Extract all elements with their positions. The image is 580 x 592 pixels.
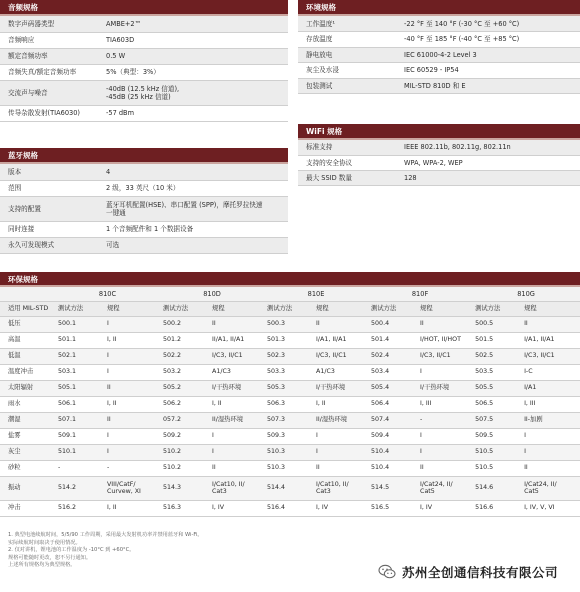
test-method: 505.1 [55, 380, 104, 396]
test-method: 500.4 [368, 316, 417, 332]
test-procedure: I [521, 444, 580, 460]
test-method: 500.2 [160, 316, 209, 332]
test-procedure: - [104, 460, 160, 476]
test-method: 505.3 [264, 380, 313, 396]
spec-row: 音频失真/额定音频功率 5%（典型：3%） [0, 64, 288, 80]
test-procedure: I [104, 444, 160, 460]
standard-810g: 810G [472, 287, 580, 301]
spec-row: 灰尘及水浸 IEC 60529 - IP54 [298, 63, 580, 79]
wifi-spec-table [298, 140, 580, 186]
mil-std-row [0, 500, 580, 516]
mil-std-row [0, 316, 580, 332]
test-procedure: I/C3, II/C1 [209, 348, 264, 364]
test-method: 510.2 [160, 444, 209, 460]
test-method: 501.1 [55, 332, 104, 348]
bluetooth-spec-title: 蓝牙规格 [0, 148, 288, 164]
test-method: 506.4 [368, 396, 417, 412]
test-method: 510.4 [368, 460, 417, 476]
watermark [378, 563, 558, 581]
test-procedure: I [104, 428, 160, 444]
test-procedure: I, IV [417, 500, 472, 516]
watermark-text: 苏州全创通信科技有限公司 [401, 565, 558, 580]
test-method: 507.5 [472, 412, 521, 428]
test-category: 砂粒 [0, 460, 55, 476]
mil-std-row [0, 444, 580, 460]
spec-row: 工作温度¹ -22 °F 至 140 °F (-30 °C 至 +60 °C) [298, 16, 580, 32]
spec-row: 静电放电 IEC 61000-4-2 Level 3 [298, 47, 580, 63]
footnote-line: 规格可能随时更改，恕不另行通知。 [8, 554, 92, 561]
environment-spec-title: 环境规格 [298, 0, 580, 16]
test-procedure: I/A1, II/A1 [313, 332, 368, 348]
test-procedure: I/C3, II/C1 [521, 348, 580, 364]
test-method: 502.2 [160, 348, 209, 364]
test-procedure: I [521, 428, 580, 444]
test-method: 500.5 [472, 316, 521, 332]
test-procedure: II [104, 380, 160, 396]
test-procedure: II [521, 316, 580, 332]
test-procedure: I [417, 428, 472, 444]
test-category: 高温 [0, 332, 55, 348]
test-procedure: I/Cat10, II/ Cat3 [209, 476, 264, 500]
test-procedure: I/干热环境 [313, 380, 368, 396]
test-procedure: I/干热环境 [417, 380, 472, 396]
mil-std-row [0, 412, 580, 428]
spec-row: 最大 SSID 数量 128 [298, 170, 580, 185]
test-procedure: I [209, 428, 264, 444]
test-method: 505.5 [472, 380, 521, 396]
test-method: 502.4 [368, 348, 417, 364]
test-procedure: I/A1 [521, 380, 580, 396]
test-method: 503.3 [264, 364, 313, 380]
bluetooth-spec-table [0, 164, 288, 254]
test-method: 514.5 [368, 476, 417, 500]
test-method: 502.5 [472, 348, 521, 364]
test-method: 509.3 [264, 428, 313, 444]
spec-row: 支持的配置 蓝牙耳机配置(HSE)、串口配置 (SPP)，摩托罗拉快速 一键通 [0, 196, 288, 221]
test-procedure: II [313, 316, 368, 332]
test-method: 516.2 [55, 500, 104, 516]
test-procedure: I, IV, V, VI [521, 500, 580, 516]
test-procedure: I, II [104, 332, 160, 348]
test-method: 501.2 [160, 332, 209, 348]
test-procedure: II-加剧 [521, 412, 580, 428]
test-procedure: I [313, 428, 368, 444]
test-method: 509.2 [160, 428, 209, 444]
test-procedure: I/干热环境 [209, 380, 264, 396]
standard-810f: 810F [368, 287, 472, 301]
environmental-standards-panel [0, 272, 580, 517]
test-procedure: I, II [209, 396, 264, 412]
spec-row: 包装测试 MIL-STD 810D 和 E [298, 78, 580, 94]
test-procedure: II [104, 412, 160, 428]
test-category: 低温 [0, 348, 55, 364]
spec-row: 范围 2 级，33 英尺（10 米） [0, 180, 288, 196]
test-method: 503.5 [472, 364, 521, 380]
test-procedure: II [313, 460, 368, 476]
mil-std-row [0, 476, 580, 500]
test-method: 500.3 [264, 316, 313, 332]
test-category: 冲击 [0, 500, 55, 516]
mil-std-row [0, 364, 580, 380]
test-procedure: I, II [104, 500, 160, 516]
spec-row: 存放温度 -40 °F 至 185 °F (-40 °C 至 +85 °C) [298, 32, 580, 48]
test-method: 516.5 [368, 500, 417, 516]
environmental-standards-title: 环保规格 [0, 272, 580, 287]
test-procedure: I, III [417, 396, 472, 412]
test-method: 510.3 [264, 460, 313, 476]
test-method: 502.1 [55, 348, 104, 364]
test-procedure: I [417, 364, 472, 380]
test-method: 500.1 [55, 316, 104, 332]
mil-std-row [0, 348, 580, 364]
test-procedure: I, II [313, 396, 368, 412]
test-method: 514.2 [55, 476, 104, 500]
test-method: 510.3 [264, 444, 313, 460]
test-category: 温度冲击 [0, 364, 55, 380]
spec-row: 版本 4 [0, 164, 288, 180]
mil-std-row [0, 460, 580, 476]
test-method: 503.2 [160, 364, 209, 380]
test-method: 501.3 [264, 332, 313, 348]
spec-row: 标准支持 IEEE 802.11b, 802.11g, 802.11n [298, 140, 580, 155]
test-procedure: I/A1, II/A1 [521, 332, 580, 348]
test-method: 509.5 [472, 428, 521, 444]
test-method: 501.4 [368, 332, 417, 348]
mil-std-row [0, 428, 580, 444]
test-method: 516.6 [472, 500, 521, 516]
test-method: 510.5 [472, 460, 521, 476]
footnote-line: 2. 仅对讲机，锂电池的工作温度为 -10°C 到 +60°C。 [8, 547, 135, 553]
test-category: 太阳辐射 [0, 380, 55, 396]
test-method: 510.5 [472, 444, 521, 460]
test-category: 灰尘 [0, 444, 55, 460]
test-method: 501.5 [472, 332, 521, 348]
test-procedure: I [104, 348, 160, 364]
test-method: 510.1 [55, 444, 104, 460]
test-method: 509.1 [55, 428, 104, 444]
test-method: 514.4 [264, 476, 313, 500]
audio-spec-title: 音频规格 [0, 0, 288, 16]
test-method: - [55, 460, 104, 476]
standard-810d: 810D [160, 287, 264, 301]
footnote-line: 上述所有规格均为典型规格。 [8, 562, 76, 568]
test-method: 505.4 [368, 380, 417, 396]
test-procedure: I, II [104, 396, 160, 412]
test-method: 506.1 [55, 396, 104, 412]
test-procedure: I [313, 444, 368, 460]
standard-810c: 810C [55, 287, 160, 301]
spec-row: 数字声码器类型 AMBE+2™ [0, 16, 288, 32]
test-method: 505.2 [160, 380, 209, 396]
test-procedure: I/Cat10, II/ Cat3 [313, 476, 368, 500]
audio-spec-panel [0, 0, 288, 122]
test-procedure: - [417, 412, 472, 428]
mil-std-row [0, 332, 580, 348]
test-procedure: II/湿热环境 [313, 412, 368, 428]
test-procedure: II [209, 460, 264, 476]
test-method: 510.4 [368, 444, 417, 460]
test-procedure: I [104, 364, 160, 380]
footnotes [8, 532, 368, 570]
test-procedure: I/C3, II/C1 [417, 348, 472, 364]
test-method: 514.6 [472, 476, 521, 500]
test-method: 507.1 [55, 412, 104, 428]
test-method: 516.3 [160, 500, 209, 516]
spec-row: 支持的安全协议 WPA, WPA-2, WEP [298, 155, 580, 170]
test-procedure: I [417, 444, 472, 460]
test-procedure: II [521, 460, 580, 476]
test-procedure: II [209, 316, 264, 332]
test-method: 502.3 [264, 348, 313, 364]
test-method: 503.1 [55, 364, 104, 380]
test-procedure: I/Cat24, II/ Cat5 [521, 476, 580, 500]
wechat-icon [378, 564, 396, 580]
test-procedure: II/A1, II/A1 [209, 332, 264, 348]
test-category: 雨水 [0, 396, 55, 412]
test-procedure: II [417, 316, 472, 332]
test-procedure: I, IV [313, 500, 368, 516]
subheader-row: 适用 MIL-STD 测试方法 规程 测试方法 规程 测试方法 规程 测试方法 规程 测试方法 规程 [0, 301, 580, 316]
audio-spec-table [0, 16, 288, 122]
test-method: 514.3 [160, 476, 209, 500]
wifi-spec-panel [298, 124, 580, 186]
test-procedure: A1/C3 [209, 364, 264, 380]
test-procedure: I, IV [209, 500, 264, 516]
test-category: 潮湿 [0, 412, 55, 428]
test-procedure: I/HOT, II/HOT [417, 332, 472, 348]
test-method: 516.4 [264, 500, 313, 516]
test-procedure: I/C3, II/C1 [313, 348, 368, 364]
environment-spec-table [298, 16, 580, 94]
mil-std-row [0, 380, 580, 396]
test-method: 503.4 [368, 364, 417, 380]
test-procedure: I, III [521, 396, 580, 412]
spec-row: 同时连接 1 个音频配件和 1 个数据设备 [0, 221, 288, 237]
standard-810e: 810E [264, 287, 368, 301]
wifi-spec-title: WiFi 规格 [298, 124, 580, 140]
test-category: 低压 [0, 316, 55, 332]
mil-std-table [0, 287, 580, 517]
mil-std-row [0, 396, 580, 412]
bluetooth-spec-panel [0, 148, 288, 254]
test-category: 盐雾 [0, 428, 55, 444]
test-method: 057.2 [160, 412, 209, 428]
test-procedure: I-C [521, 364, 580, 380]
spec-row: 传导杂散发射(TIA6030) -57 dBm [0, 105, 288, 121]
spec-row: 交流声与噪音 -40dB (12.5 kHz 信道), -45dB (25 kHz 信道) [0, 80, 288, 105]
test-category: 振动 [0, 476, 55, 500]
test-method: 506.5 [472, 396, 521, 412]
footnote-line: 1. 典型电池续航时间，5/5/90 工作周期，采用最大发射机功率并禁用蓝牙和 Wi-Fi。 [8, 532, 203, 538]
test-procedure: II/湿热环境 [209, 412, 264, 428]
test-procedure: I [209, 444, 264, 460]
test-procedure: II [417, 460, 472, 476]
spec-row: 额定音频功率 0.5 W [0, 48, 288, 64]
test-method: 506.2 [160, 396, 209, 412]
spec-row: 音频响应 TIA603D [0, 32, 288, 48]
footnote-line: 实际续航时间取决于使用情况。 [8, 539, 81, 546]
test-procedure: VIII/CatF/ Curvew, XI [104, 476, 160, 500]
environment-spec-panel [298, 0, 580, 94]
test-method: 507.3 [264, 412, 313, 428]
test-method: 509.4 [368, 428, 417, 444]
test-method: 506.3 [264, 396, 313, 412]
test-procedure: I/Cat24, II/ Cat5 [417, 476, 472, 500]
standards-header-row [0, 287, 580, 301]
spec-row: 永久可发现模式 可选 [0, 237, 288, 253]
test-method: 507.4 [368, 412, 417, 428]
test-method: 510.2 [160, 460, 209, 476]
test-procedure: A1/C3 [313, 364, 368, 380]
test-procedure: I [104, 316, 160, 332]
